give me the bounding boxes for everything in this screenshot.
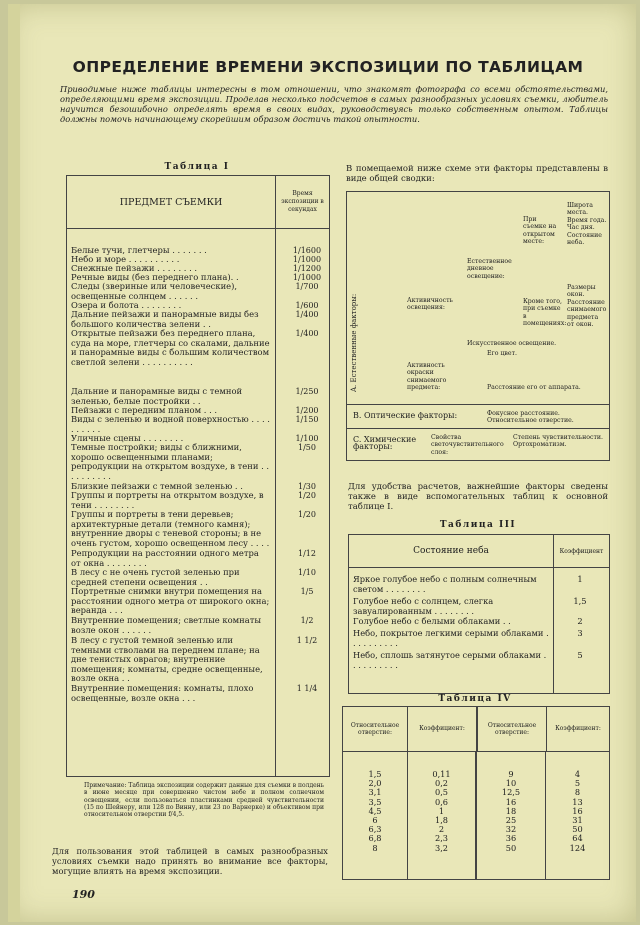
- table4-cell: 2: [438, 824, 445, 835]
- table4-cell: 1: [438, 805, 445, 816]
- scheme-c-label: C. Химические факторы:: [353, 435, 417, 452]
- table1-row-text: Озера и болота . . . . . . . .: [71, 300, 182, 310]
- table4-cell: 2,0: [368, 778, 382, 789]
- margin-strip: [8, 4, 20, 922]
- table4-cell: 8: [372, 842, 378, 853]
- table1-row-time: 1/400: [295, 310, 319, 319]
- table1-row-time: 1/250: [295, 387, 319, 396]
- table1-row-text: Виды с зеленью и водной поверхностью . . . . . . . . . .: [71, 414, 270, 434]
- scheme-artificial: Искусственное освещение.: [467, 340, 557, 347]
- table1-row-text: Уличные сцены . . . . . . . .: [71, 433, 184, 443]
- scheme-active-light: Активичность освещения:: [407, 297, 453, 312]
- table4-cell: 0,5: [434, 787, 449, 798]
- table4-cell: 3,5: [368, 796, 382, 807]
- scheme-clear-sky: При съемке на открытом месте:: [523, 216, 557, 246]
- table4-cell: 5: [574, 778, 581, 789]
- table1-row-time: 1/5: [300, 587, 314, 596]
- table1-row-time: 1 1/4: [296, 684, 318, 693]
- table1-row-time: 1/1200: [292, 264, 322, 273]
- scheme-subject-color: Активность окраски снимаемого предмета:: [407, 362, 447, 392]
- table1-row-time: 1/1000: [292, 255, 322, 264]
- table4-cell: 6,8: [368, 833, 382, 844]
- table3-row: [353, 597, 605, 616]
- table3-row: [353, 575, 605, 594]
- table3-header-coef: Коэффициент: [559, 547, 604, 555]
- table1-row: [71, 636, 327, 684]
- factors-scheme: [346, 191, 610, 461]
- table4-header-aperture-1: Относительное отверстие:: [343, 707, 408, 751]
- table1-header-time: Время экспозиции в секундах: [281, 190, 324, 213]
- table1-header-subject: ПРЕДМЕТ СЪЕМКИ: [67, 176, 276, 228]
- table4-cell: 16: [572, 805, 583, 816]
- book-page: [8, 4, 636, 922]
- scheme-distance-item: Расстояние его от аппарата.: [487, 384, 581, 391]
- table1-row-text: Открытые пейзажи без переднего плана, суда на море, глетчеры со скалами, дальние и панорамные виды с большим количеством светлой зелени . . . . . . . . . .: [71, 328, 270, 367]
- table1-row-time: 1/10: [298, 568, 316, 577]
- scheme-indoor-items: Размеры окон. Расстояние снимаемого предмета от окон.: [567, 284, 607, 329]
- table4-cell: 32: [505, 824, 517, 835]
- usage-paragraph: Для пользования этой таблицей в самых разнообразных условиях съемки надо принять во внимание все факторы, могущие влиять на время экспозиции.: [52, 846, 328, 876]
- table1-row-time: 1 1/2: [296, 636, 318, 645]
- table4-cell: 36: [505, 833, 517, 844]
- table1-row: [71, 387, 327, 406]
- table4-cell: 2,3: [434, 833, 449, 844]
- table4-col-coef-1: [408, 752, 477, 880]
- table1-row-text: Дальние пейзажи и панорамные виды без большого количества зелени . .: [71, 309, 259, 329]
- table1-caption: Таблица I: [164, 162, 230, 172]
- table3-row: [353, 651, 605, 670]
- table1-row-time: 1/400: [295, 329, 319, 338]
- table3-intro: Для удобства расчетов, важнейшие факторы сведены также в виде вспомогательных таблиц к основной таблице I.: [348, 482, 608, 512]
- table3-row-text: Яркое голубое небо с полным солнечным светом . . . . . . . .: [353, 574, 537, 594]
- table1-row-time: 1/200: [295, 406, 319, 415]
- table1-row-text: Снежные пейзажи . . . . . . . .: [71, 263, 198, 273]
- table4-cell: 12,5: [501, 787, 521, 798]
- scheme-c-mid: Свойства светочувствительного слоя:: [431, 434, 504, 456]
- table1-row-time: 1/20: [298, 491, 316, 500]
- table4-header-aperture-2: Относительное отверстие:: [478, 707, 547, 751]
- scheme-color-item: Его цвет.: [487, 350, 517, 357]
- table3-caption: Таблица III: [439, 520, 517, 530]
- table4-cell: 4: [574, 769, 581, 779]
- table1-row: [71, 616, 327, 635]
- table1-row-time: 1/100: [295, 434, 319, 443]
- scheme-c-items: Степень чувствительности. Ортохроматизм.: [513, 434, 603, 449]
- table1-row-time: 1/1000: [292, 273, 322, 282]
- table1-row: [71, 684, 327, 703]
- table4-cell: 0,2: [434, 778, 449, 789]
- table1-row-text: Дальние и панорамные виды с темной зеленью, белые постройки . .: [71, 386, 243, 406]
- table1-row: [71, 568, 327, 587]
- table3-row-coef: 3: [577, 628, 583, 638]
- table4-caption: Таблица IV: [438, 694, 512, 704]
- table4-cell: 8: [574, 787, 581, 798]
- table4-cell: 1,5: [368, 769, 382, 779]
- table4-cell: 31: [572, 815, 583, 826]
- table1-row-time: 1/1600: [292, 246, 322, 255]
- table4-cell: 6,3: [368, 824, 382, 835]
- table4-col-aperture-2: [477, 752, 546, 880]
- table1-row: [71, 329, 327, 367]
- table4-cell: 25: [505, 815, 517, 826]
- table1-row-text: Белые тучи, глетчеры . . . . . . .: [71, 245, 207, 255]
- table1-row-text: Небо и море . . . . . . . . . .: [71, 254, 180, 264]
- table1-row-text: Группы и портреты на открытом воздухе, в тени . . . . . . . .: [71, 490, 264, 510]
- table1-note: Примечание: Таблица экспозиции содержит данные для съемки в полдень в июне месяце при совершенно чистом небе и полном солнечном освещении, если пользоваться пластинками средней чувствительности (15 по Шейнеру, или 128 по Винну, или 23 по Варнерке) и объективом при относительном отверстии f/4,5.: [84, 782, 324, 819]
- table4-cell: 6: [372, 815, 378, 826]
- table3-row-text: Голубое небо с солнцем, слегка завуалированным . . . . . . . .: [353, 596, 494, 616]
- table4-cell: 0,11: [432, 769, 451, 779]
- table1-row: [71, 549, 327, 568]
- scheme-indoor: Кроме того, при съемке в помещениях:: [523, 298, 567, 328]
- table1-row: [71, 491, 327, 510]
- scheme-natural-light: Естественное дневное освещение:: [467, 258, 512, 280]
- table4-cell: 50: [572, 824, 583, 835]
- page-number: 190: [72, 888, 95, 901]
- scheme-b-items: Фокусное расстояние. Относительное отверстие.: [487, 410, 574, 425]
- table3-row-text: Голубое небо с белыми облаками . .: [353, 616, 511, 626]
- table1: [66, 175, 330, 777]
- table4-cell: 0,6: [434, 796, 449, 807]
- table4-cell: 3,1: [368, 787, 382, 798]
- table1-row-text: Темные постройки; виды с ближними, хорошо освещенными планами; репродукции на открытом воздухе, в тени . . . . . . . . . .: [71, 442, 270, 481]
- table1-row-text: Близкие пейзажи с темной зеленью . .: [71, 481, 243, 491]
- table4-cell: 18: [505, 805, 517, 816]
- table4-cell: 13: [572, 796, 583, 807]
- table3-row-coef: 1: [577, 574, 583, 584]
- table4-col-coef-2: [546, 752, 609, 880]
- table1-row-time: 1/20: [298, 510, 316, 519]
- table4-cell: 64: [572, 833, 583, 844]
- table3-row-text: Небо, покрытое легкими серыми облаками . . . . . . . . . .: [353, 628, 549, 648]
- page-title: ОПРЕДЕЛЕНИЕ ВРЕМЕНИ ЭКСПОЗИЦИИ ПО ТАБЛИЦАМ: [72, 58, 584, 76]
- table4: [342, 706, 610, 880]
- table4-header-coef-1: Коэффициент:: [408, 707, 478, 751]
- table4-cell: 1,8: [434, 815, 449, 826]
- table4-cell: 10: [505, 778, 517, 789]
- table1-row: [71, 510, 327, 548]
- scheme-b-label: B. Оптические факторы:: [353, 411, 458, 420]
- table1-row-text: Группы и портреты в тени деревьев; архитектурные детали (темного камня); внутренние дворы с теневой стороны; в не очень густом, хорошо освещенном лесу . . . .: [71, 509, 270, 548]
- table1-row-text: Речные виды (без переднего плана). .: [71, 272, 239, 282]
- table1-row-text: В лесу с не очень густой зеленью при средней степени освещения . .: [71, 567, 240, 587]
- table1-row: [71, 443, 327, 481]
- table1-row-text: Внутренние помещения: комнаты, плохо освещенные, возле окна . . .: [71, 683, 254, 703]
- table1-row: [71, 415, 327, 434]
- table1-row-time: 1/2: [300, 616, 314, 625]
- scheme-a-label: A. Естественные факторы:: [350, 293, 358, 392]
- table1-row-text: Репродукции на расстоянии одного метра от окна . . . . . . . .: [71, 548, 259, 568]
- table3-row: [353, 629, 605, 648]
- table1-row-text: Портретные снимки внутри помещения на расстоянии одного метра от широкого окна; веранда . . .: [71, 586, 270, 616]
- table4-col-aperture-1: [343, 752, 408, 880]
- table3: [348, 534, 610, 694]
- table4-cell: 16: [505, 796, 517, 807]
- table4-cell: 9: [508, 769, 514, 779]
- table1-row-text: Следы (звериные или человеческие), освещенные солнцем . . . . . .: [71, 281, 238, 301]
- table1-row-time: 1/30: [298, 482, 316, 491]
- table3-row: [353, 617, 605, 627]
- table3-header-state: Состояние неба: [349, 535, 554, 567]
- table4-cell: 4,5: [368, 805, 382, 816]
- table1-row-time: 1/50: [298, 443, 316, 452]
- table1-row-time: 1/600: [295, 301, 319, 310]
- intro-paragraph: Приводимые ниже таблицы интересны в том отношении, что знакомят фотографа со всеми обстоятельствами, определяющими время экспозиции. Проделав несколько подсчетов в самых разнообразных условиях съемки, любитель научится безошибочно определять время в своих видах, руководствуясь только собственным опытом. Таблицы должны помочь начинающему скорейшим образом достичь такой опытности.: [60, 84, 608, 124]
- table3-row-text: Небо, сплошь затянутое серыми облаками . . . . . . . . . .: [353, 650, 547, 670]
- table1-row: [71, 282, 327, 301]
- table4-cell: 50: [505, 842, 517, 853]
- table1-row-text: Внутренние помещения; светлые комнаты возле окон . . . . . .: [71, 615, 262, 635]
- table3-row-coef: 2: [577, 616, 583, 626]
- table3-row-coef: 5: [577, 650, 583, 660]
- table4-header-coef-2: Коэффициент:: [555, 725, 601, 733]
- table1-row-time: 1/150: [295, 415, 319, 424]
- table1-row-time: 1/12: [298, 549, 316, 558]
- table1-row: [71, 310, 327, 329]
- table1-row-text: В лесу с густой темной зеленью или темными стволами на переднем плане; на дне тенистых оврагов; внутренние помещения; комнаты, средне освещенные, возле окна . .: [71, 635, 263, 684]
- scheme-clear-items: Широта места. Время года. Час дня. Состояние неба.: [567, 202, 607, 247]
- table4-cell: 124: [569, 842, 586, 853]
- scheme-intro: В помещаемой ниже схеме эти факторы представлены в виде общей сводки:: [346, 164, 608, 184]
- table1-row-time: 1/700: [295, 282, 319, 291]
- table4-cell: 3,2: [434, 842, 449, 853]
- table1-row-text: Пейзажи с передним планом . . .: [71, 405, 218, 415]
- table3-row-coef: 1,5: [573, 596, 587, 606]
- table1-row: [71, 587, 327, 616]
